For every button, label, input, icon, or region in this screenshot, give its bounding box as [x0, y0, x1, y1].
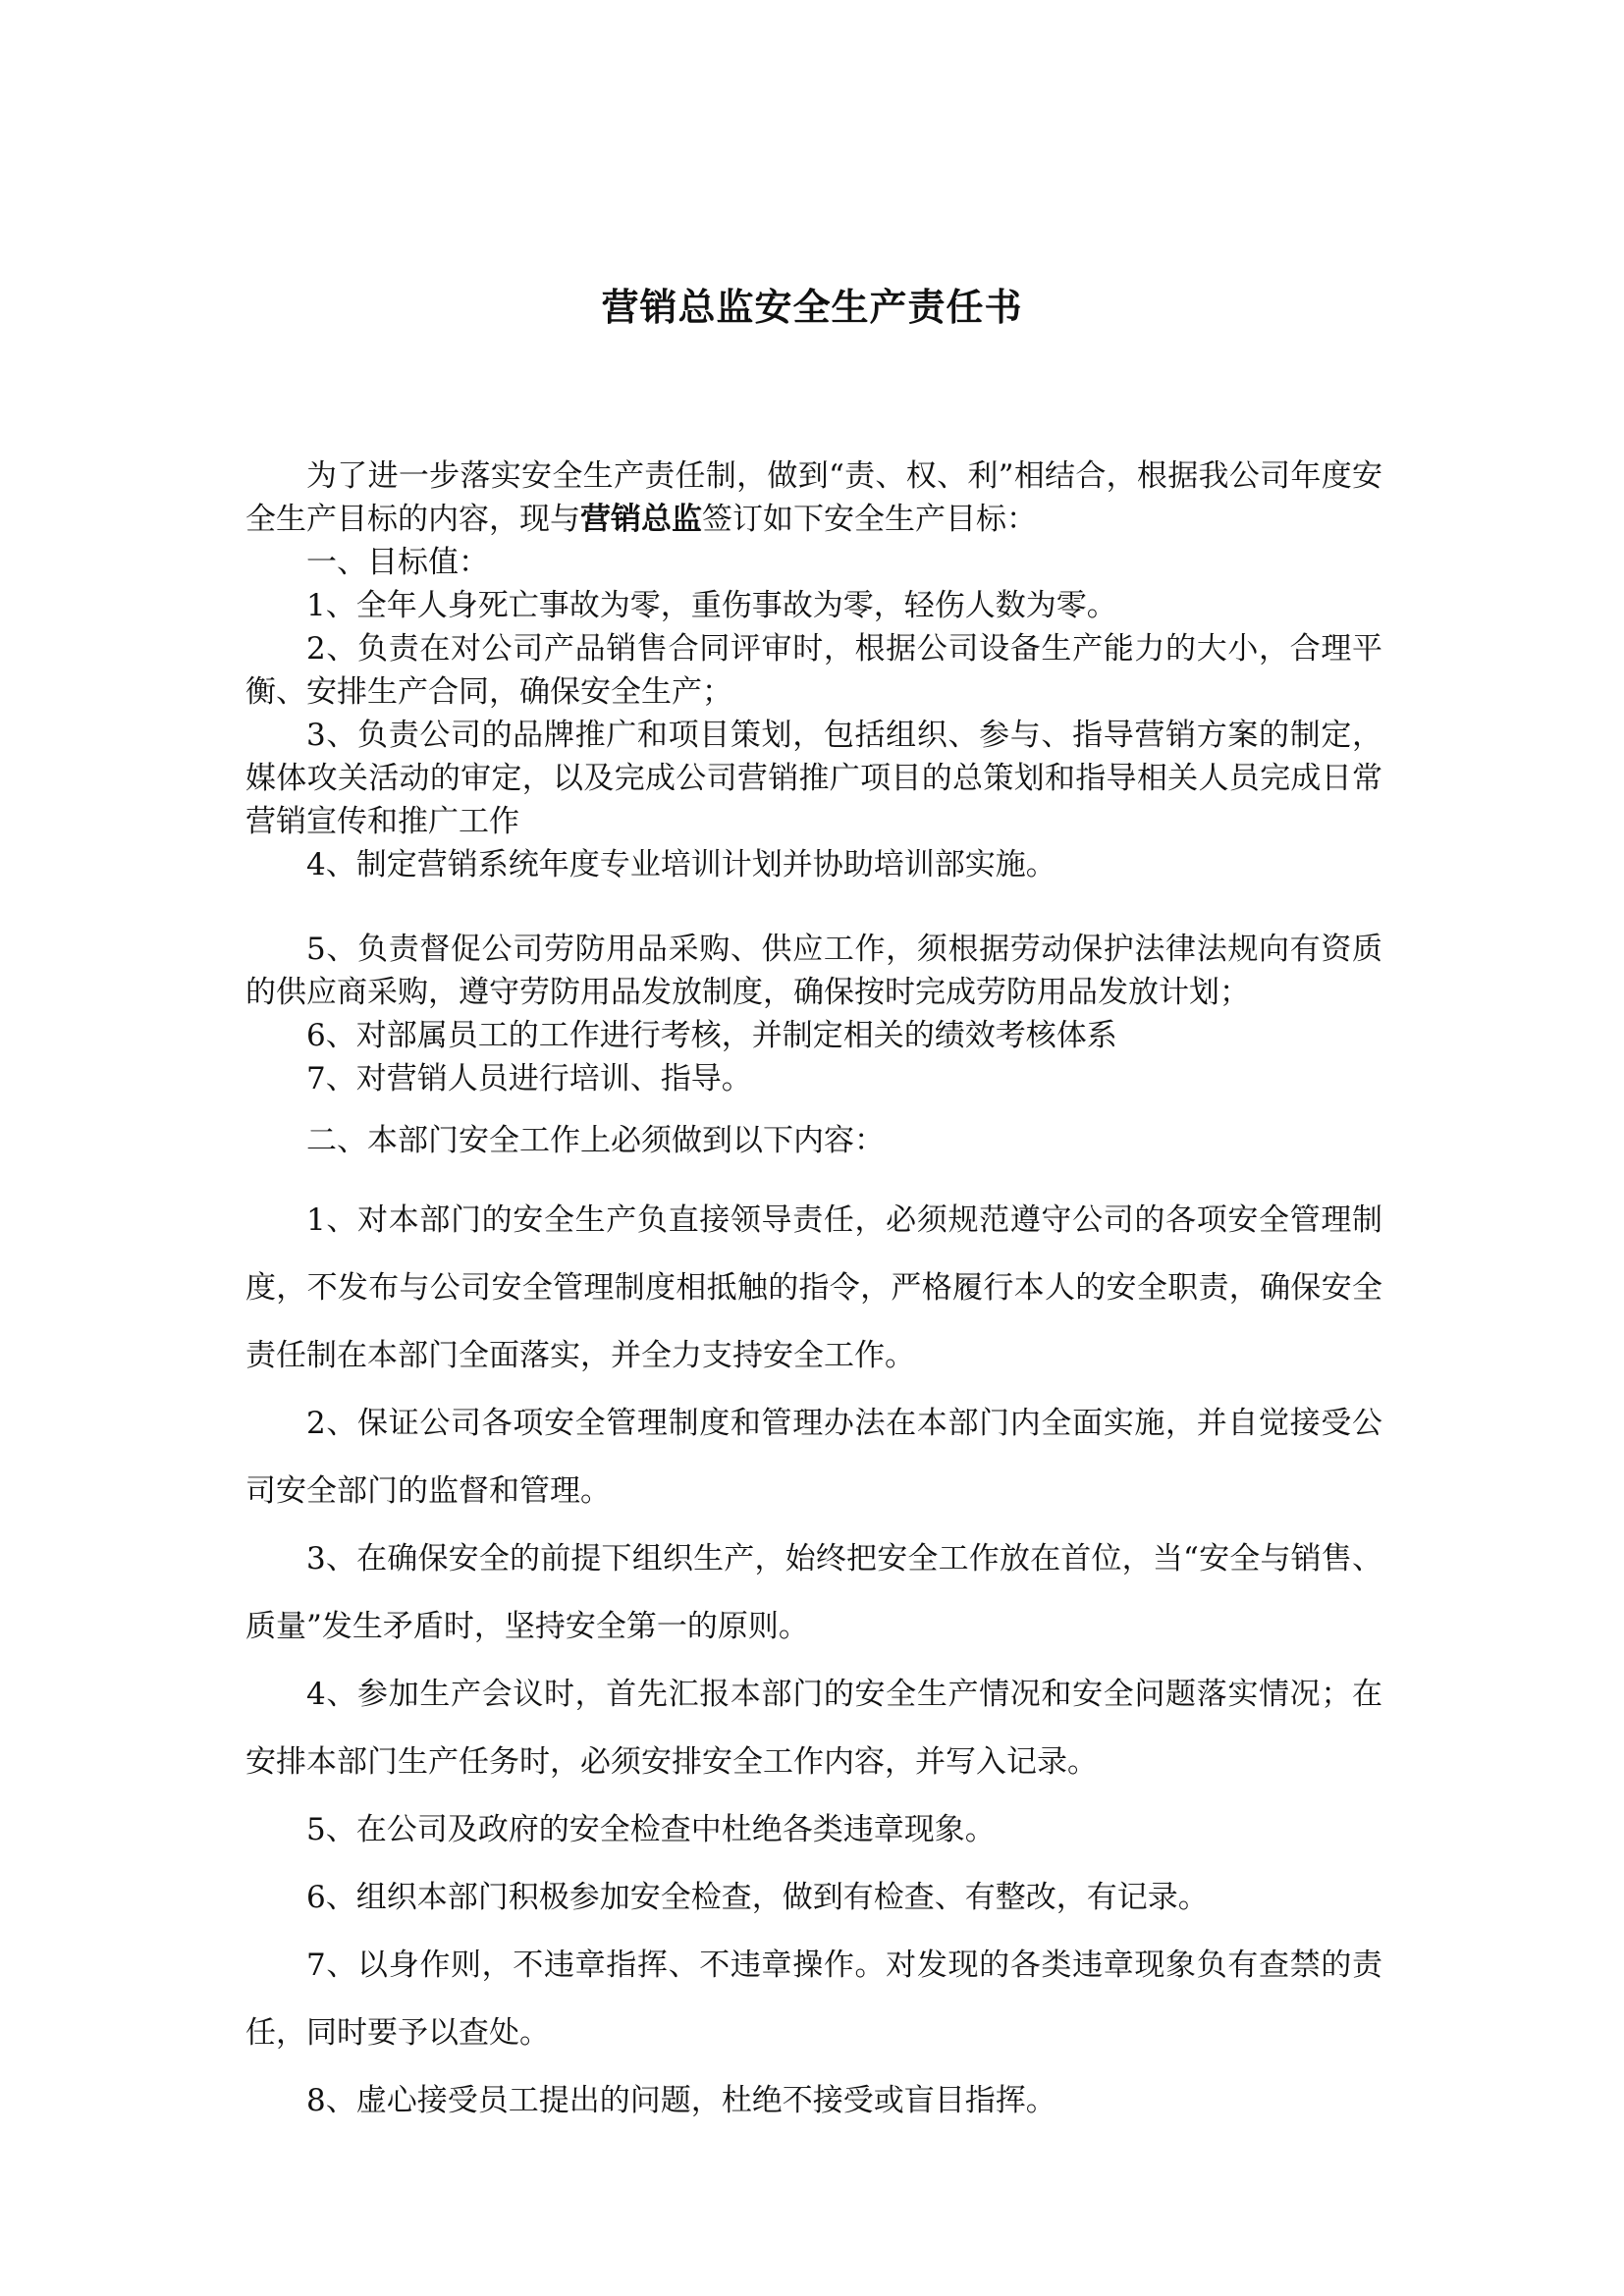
section2-item: 4、参加生产会议时，首先汇报本部门的安全生产情况和安全问题落实情况；在安排本部门生产任务时，必须安排安全工作内容，并写入记录。	[245, 1677, 1382, 1780]
section1-item: 1、全年人身死亡事故为零，重伤事故为零，轻伤人数为零。	[306, 588, 1117, 623]
section1-item: 5、负责督促公司劳防用品采购、供应工作，须根据劳动保护法律法规向有资质的供应商采购，遵守劳防用品发放制度，确保按时完成劳防用品发放计划；	[245, 932, 1382, 1010]
section2-item: 5、在公司及政府的安全检查中杜绝各类违章现象。	[306, 1812, 996, 1847]
section2-heading: 二、本部门安全工作上必须做到以下内容：	[306, 1123, 885, 1158]
section2-item: 2、保证公司各项安全管理制度和管理办法在本部门内全面实施，并自觉接受公司安全部门的监督和管理。	[245, 1406, 1382, 1509]
section1-heading: 一、目标值：	[306, 545, 489, 580]
section1-item: 2、负责在对公司产品销售合同评审时，根据公司设备生产能力的大小，合理平衡、安排生产合同，确保安全生产；	[245, 631, 1382, 710]
section-goals	[245, 454, 1382, 1100]
section2-item: 8、虚心接受员工提出的问题，杜绝不接受或盲目指挥。	[306, 2083, 1056, 2118]
intro-paragraph	[245, 454, 1382, 541]
section2-item: 3、在确保安全的前提下组织生产，始终把安全工作放在首位，当“安全与销售、质量”发生矛盾时，坚持安全第一的原则。	[245, 1541, 1382, 1644]
document-title: 营销总监安全生产责任书	[601, 285, 1023, 329]
intro-emphasis: 营销总监	[580, 502, 702, 537]
section1-item: 7、对营销人员进行培训、指导。	[306, 1061, 752, 1096]
section1-item: 6、对部属员工的工作进行考核，并制定相关的绩效考核体系	[306, 1018, 1117, 1053]
section2-item: 6、组织本部门积极参加安全检查，做到有检查、有整改，有记录。	[306, 1880, 1209, 1915]
section2-item: 7、以身作则，不违章指挥、不违章操作。对发现的各类违章现象负有查禁的责任，同时要予以查处。	[245, 1948, 1382, 2051]
section1-item: 4、制定营销系统年度专业培训计划并协助培训部实施。	[306, 847, 1056, 882]
intro-text-before: 为了进一步落实安全生产责任制，做到“责、权、利”相结合，根据我公司年度安全生产目标的内容，现与	[245, 458, 1382, 537]
intro-text-after: 签订如下安全生产目标：	[702, 502, 1037, 537]
section1-item: 3、负责公司的品牌推广和项目策划，包括组织、参与、指导营销方案的制定，媒体攻关活动的审定，以及完成公司营销推广项目的总策划和指导相关人员完成日常营销宣传和推广工作	[245, 718, 1382, 839]
section2-item: 1、对本部门的安全生产负直接领导责任，必须规范遵守公司的各项安全管理制度，不发布与公司安全管理制度相抵触的指令，严格履行本人的安全职责，确保安全责任制在本部门全面落实，并全力支持安全工作。	[245, 1202, 1382, 1373]
section-department-duties	[245, 1119, 1382, 2135]
